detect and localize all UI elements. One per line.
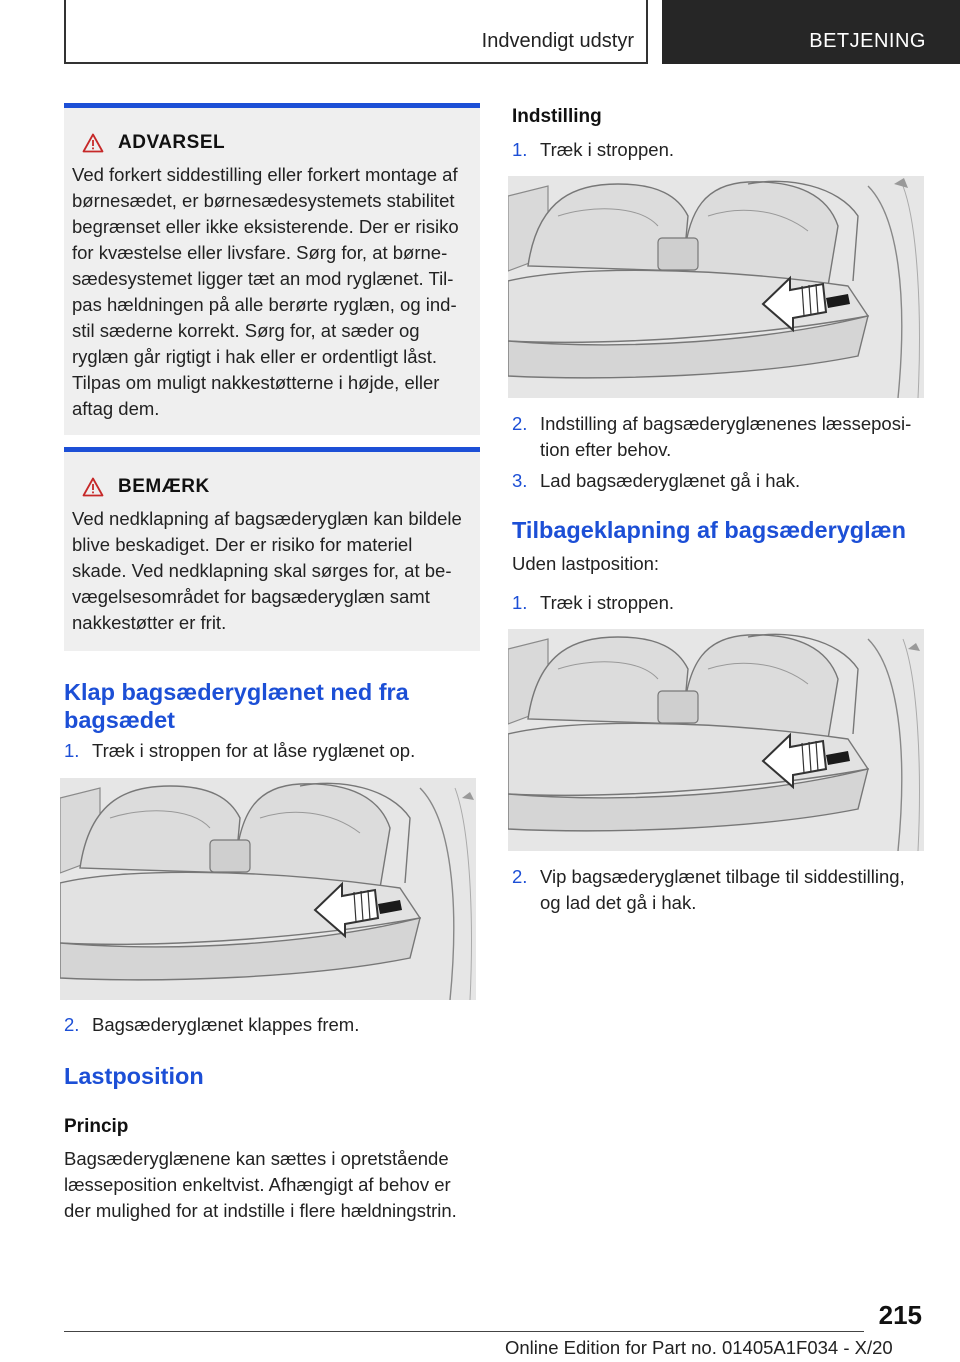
header-chapter-box	[662, 0, 960, 64]
warning-title: ADVARSEL	[118, 132, 226, 153]
fold-back-intro: Uden lastposition:	[512, 553, 660, 574]
note-line: vægelsesområdet for bagsæderyglæn samt	[72, 586, 430, 607]
principle-line: læsseposition enkeltvist. Afhængigt af behov er	[64, 1174, 451, 1195]
step-number: 2.	[64, 1014, 80, 1035]
footer-divider	[64, 1331, 864, 1332]
step-text-line: tion efter behov.	[540, 439, 672, 460]
fold-back-step-2	[512, 864, 932, 916]
step-number: 2.	[512, 413, 528, 434]
warning-triangle-icon	[82, 477, 104, 497]
step-text: Bagsæderyglænet klappes frem.	[92, 1014, 360, 1035]
note-line: Ved nedklapning af bagsæderyglæn kan bildele	[72, 508, 462, 529]
step-text	[540, 411, 932, 463]
step-text-line: Indstilling af bagsæderyglænenes læsseposi-	[540, 413, 912, 434]
warning-line: sædesystemet ligger tæt an mod ryglænet. Til-	[72, 268, 454, 289]
warning-line: børnesædet, er børnesædesystemets stabilitet	[72, 190, 455, 211]
step-text	[540, 864, 932, 916]
rear-seat-strap-illustration	[60, 778, 476, 1000]
adjustment-step-3	[512, 468, 928, 494]
note-line: nakkestøtter er frit.	[72, 612, 227, 633]
warning-line: ryglæn går rigtigt i hak eller er ordentligt låst.	[72, 346, 438, 367]
principle-text	[64, 1146, 484, 1224]
rear-seat-strap-illustration	[508, 176, 924, 398]
fold-down-heading	[64, 678, 480, 734]
fold-down-heading-line: Klap bagsæderyglænet ned fra	[64, 679, 409, 705]
fold-down-heading-line: bagsædet	[64, 707, 175, 733]
principle-line: Bagsæderyglænene kan sættes i opretstående	[64, 1148, 449, 1169]
seat-illustration	[508, 176, 924, 398]
step-number: 1.	[512, 592, 528, 613]
step-text: Træk i stroppen for at låse ryglænet op.	[92, 740, 416, 761]
step-text: Træk i stroppen.	[540, 592, 674, 613]
step-text: Lad bagsæderyglænet gå i hak.	[540, 470, 801, 491]
note-title: BEMÆRK	[118, 476, 210, 497]
warning-line: Ved forkert siddestilling eller forkert montage af	[72, 164, 458, 185]
fold-down-step-2	[64, 1012, 480, 1038]
step-text-line: Vip bagsæderyglænet tilbage til siddestilling,	[540, 866, 905, 887]
warning-triangle-icon	[82, 133, 104, 153]
warning-text	[72, 162, 472, 422]
seat-illustration	[60, 778, 476, 1000]
warning-line: begrænset eller ikke eksisterende. Der er risiko	[72, 216, 459, 237]
step-number: 2.	[512, 866, 528, 887]
note-line: skade. Ved nedklapning skal sørges for, at be-	[72, 560, 452, 581]
fold-down-step-1	[64, 738, 480, 764]
warning-line: aftag dem.	[72, 398, 160, 419]
warning-line: Tilpas om muligt nakkestøtterne i højde, eller	[72, 372, 440, 393]
step-number: 1.	[512, 139, 528, 160]
header-section-box	[64, 0, 648, 64]
step-text: Træk i stroppen.	[540, 139, 674, 160]
warning-title-row	[72, 132, 472, 154]
warning-line: for kvæstelse eller livsfare. Sørg for, at børne-	[72, 242, 448, 263]
adjustment-step-1	[512, 137, 928, 163]
load-position-heading: Lastposition	[64, 1063, 204, 1089]
fold-back-heading: Tilbageklapning af bagsæderyglæn	[512, 517, 906, 543]
step-number: 1.	[64, 740, 80, 761]
note-line: blive beskadiget. Der er risiko for materiel	[72, 534, 413, 555]
note-text	[72, 506, 472, 636]
note-box	[64, 447, 480, 651]
page-number: 215	[878, 1300, 922, 1330]
adjustment-step-2	[512, 411, 932, 463]
adjustment-title: Indstilling	[512, 106, 602, 127]
header-chapter-title: BETJENING	[809, 30, 926, 52]
step-text-line: og lad det gå i hak.	[540, 892, 697, 913]
principle-line: der mulighed for at indstille i flere hældningstrin.	[64, 1200, 457, 1221]
seat-illustration	[508, 629, 924, 851]
footer-edition: Online Edition for Part no. 01405A1F034 - X/20	[505, 1337, 893, 1358]
note-title-row	[72, 476, 472, 498]
header-section-title: Indvendigt udstyr	[481, 30, 634, 52]
warning-line: stil sæderne korrekt. Sørg for, at sæder og	[72, 320, 420, 341]
principle-title: Princip	[64, 1116, 129, 1137]
warning-line: pas hældningen på alle berørte ryglæn, og ind-	[72, 294, 457, 315]
step-number: 3.	[512, 470, 528, 491]
fold-back-step-1	[512, 590, 928, 616]
warning-box	[64, 103, 480, 435]
rear-seat-strap-illustration	[508, 629, 924, 851]
